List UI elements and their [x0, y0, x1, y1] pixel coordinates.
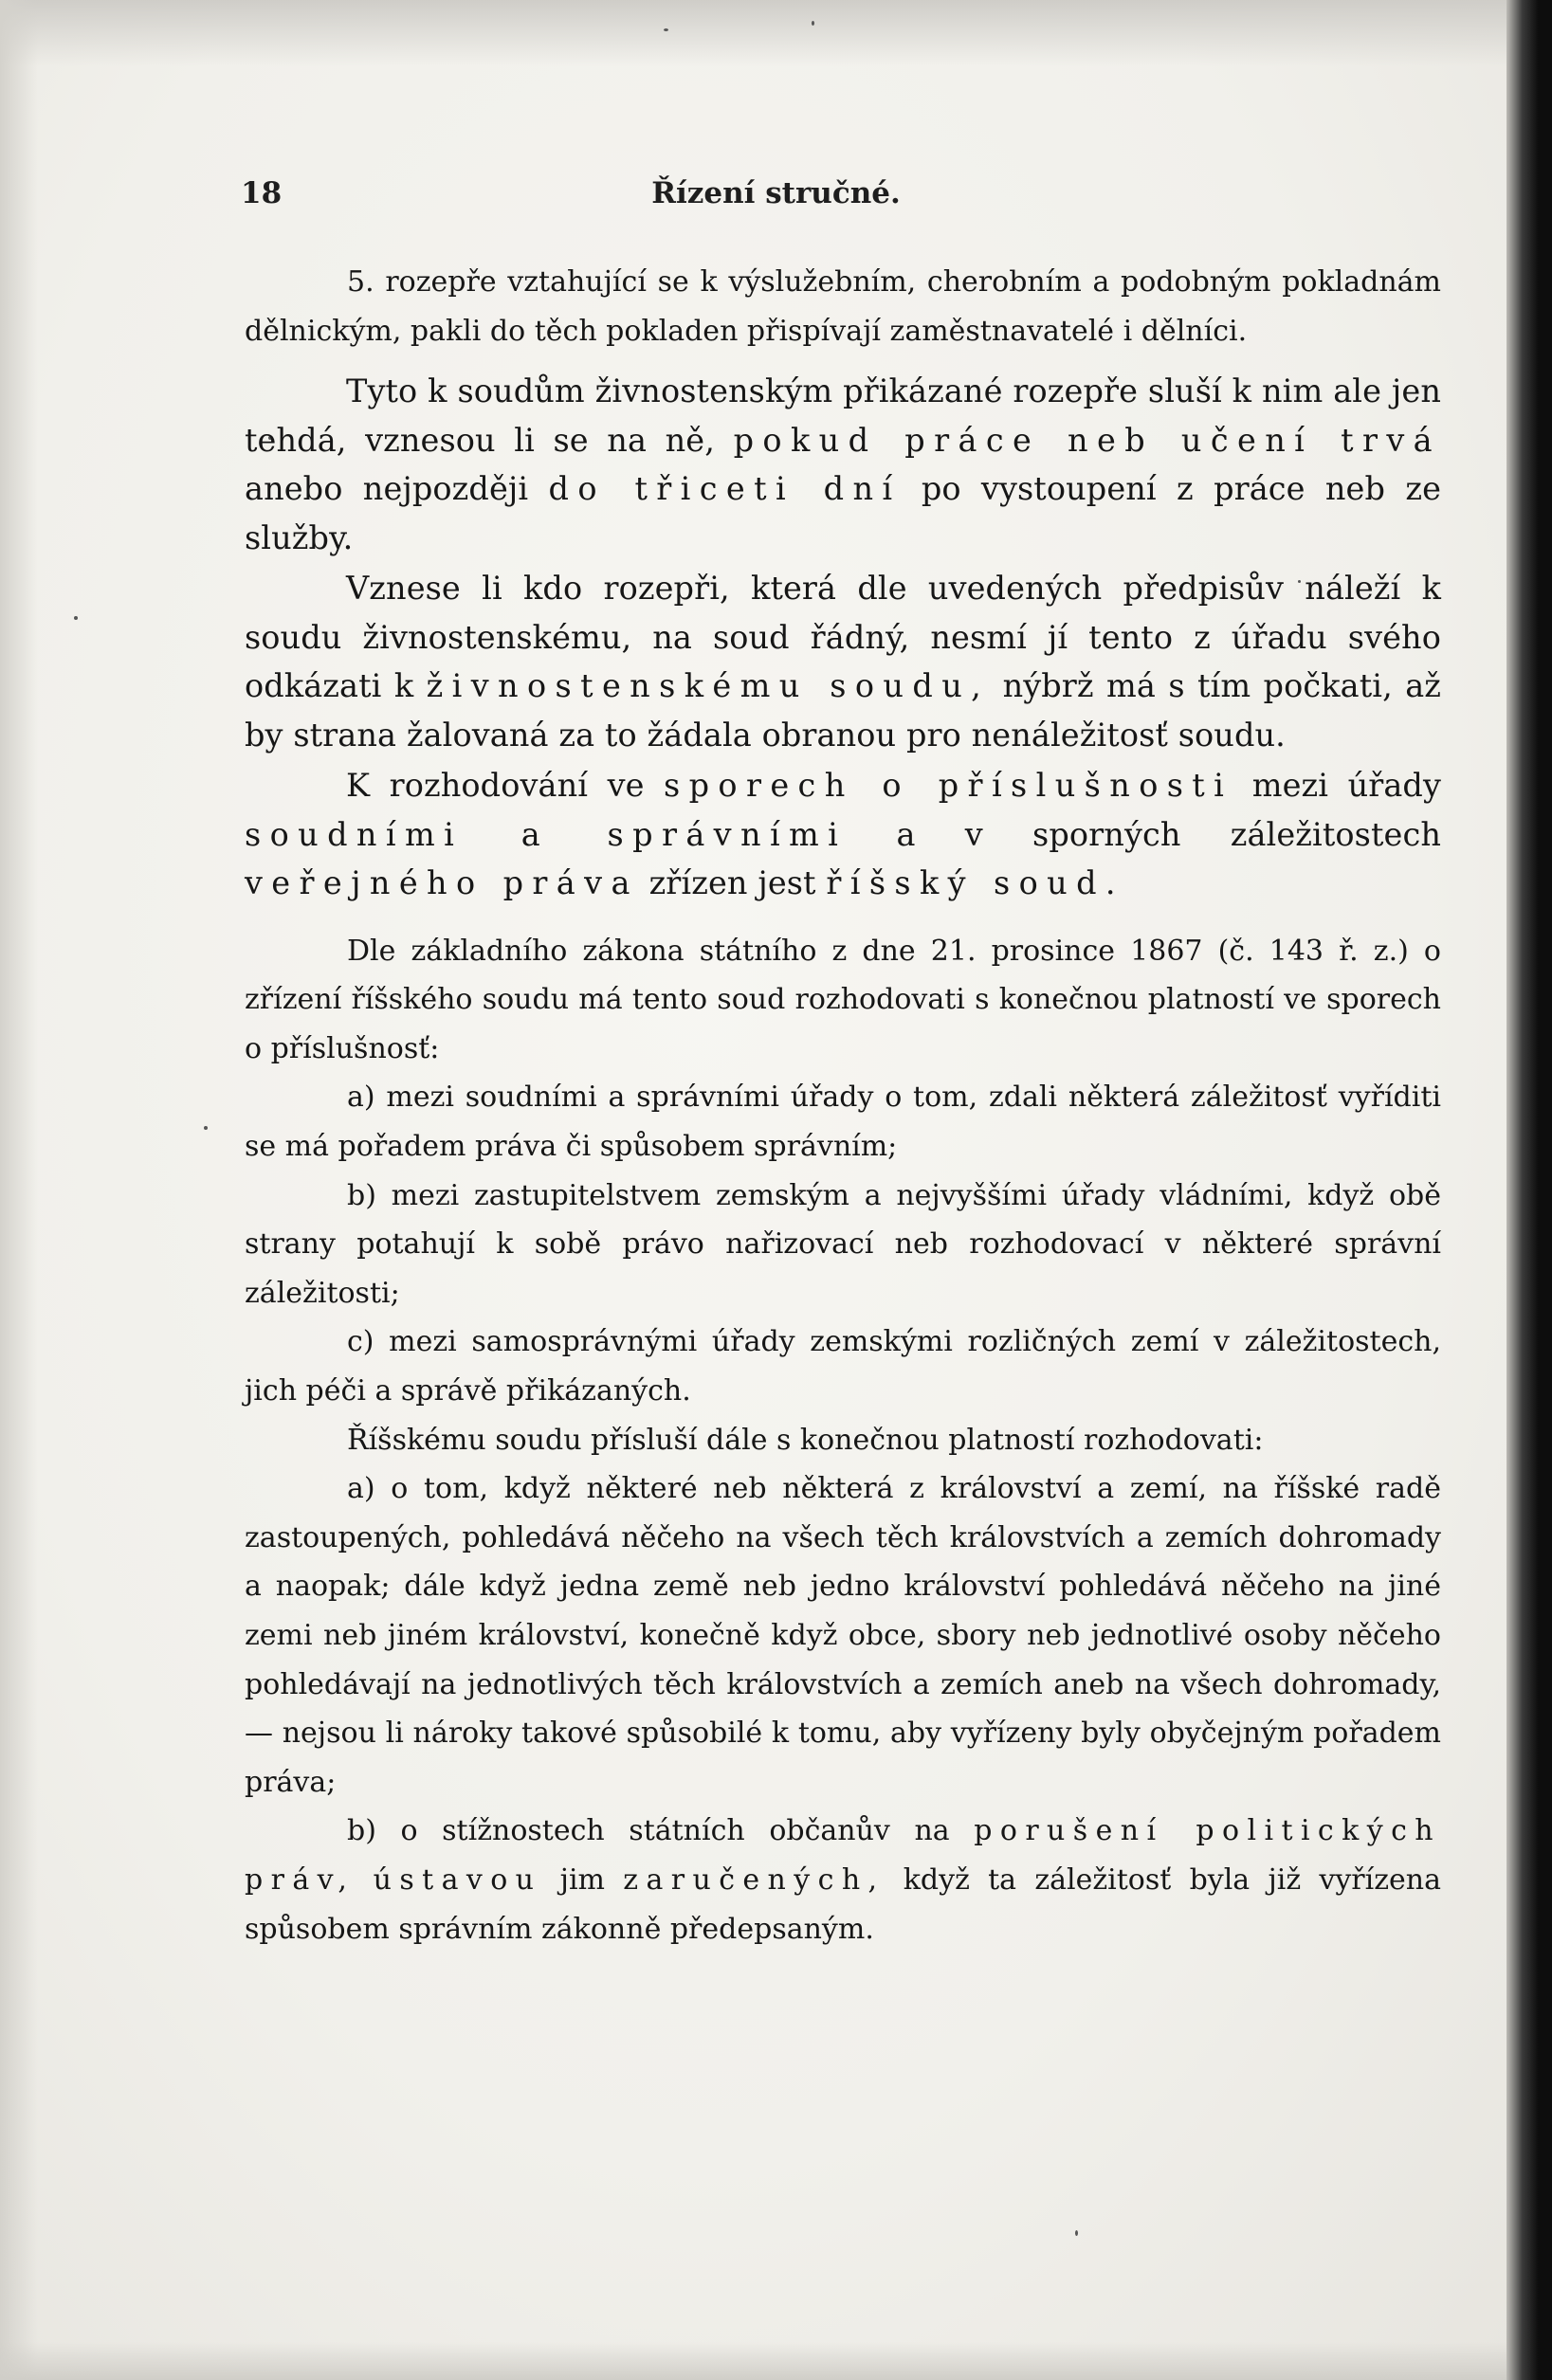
scan-speck — [1075, 2230, 1078, 2236]
spaced-text: ústavou — [373, 1862, 542, 1897]
paragraph-item-5: 5. rozepře vztahující se k výslužebním, cherobním a podobným pokladnám dělnickým, pakli do těch pokladen přispívají zaměstnavatelé i dělníci. — [245, 265, 1441, 348]
scan-shadow-bottom — [0, 2342, 1552, 2380]
spaced-text: porušení politických práv, — [245, 1814, 1441, 1897]
spaced-text: sporech o příslušnosti — [664, 767, 1233, 805]
spaced-text: zaručených, — [623, 1862, 886, 1897]
text-run: Vznese li kdo rozepři, která dle uvedených předpisův náleží k soudu živnostenskému, na soud řádný, nesmí jí tento z úřadu svého odkázati k — [245, 570, 1441, 705]
text-run: jim — [559, 1862, 605, 1897]
page-edge-shadow — [1506, 0, 1552, 2380]
paragraph-item-b1: b) mezi zastupitelstvem zemským a nejvyššími úřady vládními, když obě strany potahují k sobě právo nařizovací neb rozhodovací v některé správní záležitosti; — [245, 1178, 1441, 1310]
paragraph-rozhodovani — [245, 761, 1441, 908]
page-number: 18 — [241, 176, 283, 210]
text-run: b) o stížnostech státních občanův na — [347, 1814, 950, 1848]
paragraph-item-c1: c) mezi samosprávnými úřady zemskými rozličných zemí v záležitostech, jich péči a správě přikázaných. — [245, 1325, 1441, 1408]
text-run: po vystoupení z práce neb ze služby. — [245, 470, 1441, 556]
scan-speck — [204, 1126, 208, 1130]
scan-speck — [664, 28, 668, 31]
paragraph-vznese — [245, 564, 1441, 759]
spaced-text: soudními a správními — [245, 815, 848, 853]
text-run: Tyto k soudům živnostenským přikázané rozepře sluší k nim ale jen tehdá, vznesou li se na ně, — [245, 372, 1441, 459]
spaced-text: pokud práce neb učení trvá — [733, 421, 1441, 459]
text-run: zřízen jest — [648, 864, 816, 902]
scan-speck — [74, 616, 78, 620]
spaced-text: do třiceti dní — [548, 470, 902, 508]
scan-shadow-top — [0, 0, 1552, 66]
paragraph-item-a1: a) mezi soudními a správními úřady o tom, zdali některá záležitosť vyříditi se má pořadem práva či spůsobem správním; — [245, 1081, 1441, 1164]
text-run: nýbrž má s tím počkati, až by strana žalovaná za to žádala obranou pro nenáležitosť soudu. — [245, 667, 1442, 754]
scan-speck — [812, 21, 814, 26]
paragraph-dle: Dle základního zákona státního z dne 21. prosince 1867 (č. 143 ř. z.) o zřízení říšského soudu má tento soud rozhodovati s konečnou platností ve sporech o příslušnosť: — [245, 934, 1441, 1065]
spaced-text: veřejného práva — [245, 864, 639, 902]
spaced-text: říšský soud. — [826, 864, 1124, 902]
text-run: mezi úřady — [1251, 767, 1442, 805]
paragraph-tyto — [245, 367, 1441, 562]
paragraph-item-b2 — [245, 1807, 1441, 1953]
text-run: K rozhodování ve — [346, 767, 645, 805]
paragraph-risskemu: Říšskému soudu přísluší dále s konečnou platností rozhodovati: — [347, 1423, 1264, 1457]
text-run: anebo nejpozději — [245, 470, 529, 508]
text-body — [245, 258, 1441, 1953]
running-head: Řízení stručné. — [651, 176, 901, 210]
text-run: a v sporných záležitostech — [896, 815, 1442, 853]
scan-shadow-left — [0, 0, 38, 2380]
spaced-text: živnostenskému soudu, — [426, 667, 991, 705]
text-run: když ta záležitosť byla již vyřízena spůsobem správním zákonně předepsaným. — [245, 1862, 1441, 1946]
paragraph-item-a2: a) o tom, když některé neb některá z království a zemí, na říšské radě zastoupených, pohledává něčeho na všech těch královstvích a zemích dohromady a naopak; dále když jedna země neb jedno království pohledává něčeho na jiné zemi neb jiném království, konečně když obce, sbory neb jednotlivé osoby něčeho pohledávají na jednotlivých těch královstvích a zemích aneb na všech dohromady, — nejsou li nároky takové spůsobilé k tomu, aby vyřízeny byly obyčejným pořadem práva; — [245, 1472, 1441, 1799]
